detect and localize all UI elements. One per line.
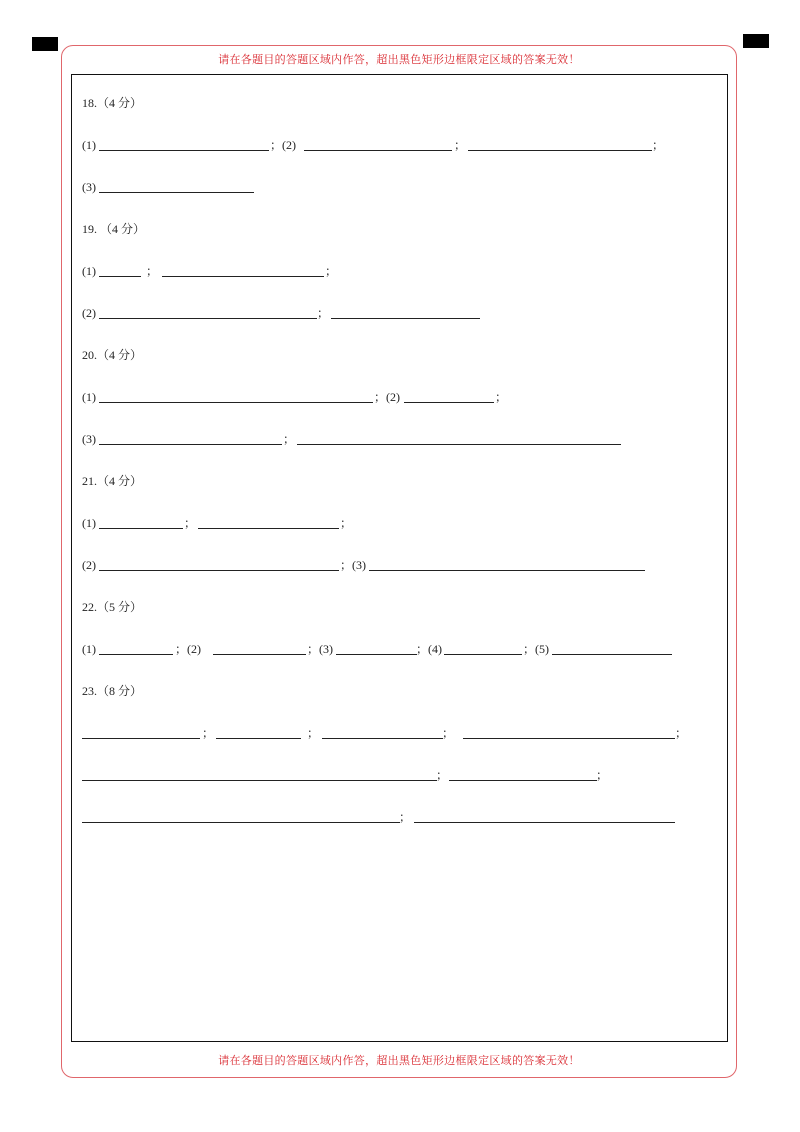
answer-blank[interactable]: [99, 570, 339, 571]
answer-label: ；(5): [523, 642, 549, 656]
answer-blank[interactable]: [213, 654, 306, 655]
answer-label: ；: [283, 432, 296, 446]
answer-label: ；: [442, 726, 455, 740]
question-20-title: 20.（4 分）: [82, 348, 143, 362]
answer-blank[interactable]: [99, 654, 173, 655]
answer-blank[interactable]: [99, 402, 373, 403]
answer-blank[interactable]: [322, 738, 443, 739]
answer-label: ；: [495, 390, 508, 404]
answer-label: ；: [652, 138, 665, 152]
answer-area-frame: [71, 74, 728, 1042]
answer-label: (3): [82, 180, 96, 194]
answer-label: ；: [307, 726, 320, 740]
answer-blank[interactable]: [304, 150, 452, 151]
answer-blank[interactable]: [82, 822, 400, 823]
answer-blank[interactable]: [99, 318, 317, 319]
answer-label: ；: [340, 516, 353, 530]
answer-blank[interactable]: [404, 402, 494, 403]
answer-label: ；: [184, 516, 197, 530]
bottom-notice: 请在各题目的答题区域内作答，超出黑色矩形边框限定区域的答案无效！: [218, 1055, 580, 1067]
answer-blank[interactable]: [369, 570, 645, 571]
answer-label: (1): [82, 138, 96, 152]
answer-blank[interactable]: [99, 444, 282, 445]
answer-blank[interactable]: [297, 444, 621, 445]
question-21-title: 21.（4 分）: [82, 474, 143, 488]
answer-blank[interactable]: [449, 780, 597, 781]
answer-label: ；: [325, 264, 338, 278]
answer-label: ；: [596, 768, 609, 782]
answer-label: ；: [454, 138, 467, 152]
question-23-title: 23.（8 分）: [82, 684, 143, 698]
answer-blank[interactable]: [468, 150, 652, 151]
answer-blank[interactable]: [198, 528, 339, 529]
question-22-title: 22.（5 分）: [82, 600, 143, 614]
top-notice: 请在各题目的答题区域内作答，超出黑色矩形边框限定区域的答案无效！: [218, 54, 580, 66]
answer-blank[interactable]: [336, 654, 417, 655]
answer-blank[interactable]: [463, 738, 675, 739]
answer-label: ；: [317, 306, 330, 320]
answer-label: ；(2): [270, 138, 296, 152]
answer-label: ；(3): [307, 642, 333, 656]
answer-label: ；(2): [175, 642, 201, 656]
answer-label: ；(3): [340, 558, 366, 572]
answer-label: ；: [146, 264, 159, 278]
answer-label: ；: [202, 726, 215, 740]
answer-label: (3): [82, 432, 96, 446]
answer-label: (1): [82, 390, 96, 404]
answer-label: ；: [436, 768, 449, 782]
answer-blank[interactable]: [162, 276, 324, 277]
answer-blank[interactable]: [444, 654, 522, 655]
registration-marker-right: [743, 34, 769, 48]
answer-label: (2): [82, 306, 96, 320]
answer-label: ；: [399, 810, 412, 824]
answer-label: ；(2): [374, 390, 400, 404]
answer-blank[interactable]: [99, 528, 183, 529]
answer-label: ；(4): [416, 642, 442, 656]
answer-label: (2): [82, 558, 96, 572]
answer-blank[interactable]: [216, 738, 301, 739]
answer-blank[interactable]: [82, 780, 437, 781]
answer-blank[interactable]: [331, 318, 480, 319]
registration-marker-left: [32, 37, 58, 51]
answer-blank[interactable]: [414, 822, 675, 823]
answer-label: (1): [82, 264, 96, 278]
answer-blank[interactable]: [99, 192, 254, 193]
answer-label: ；: [675, 726, 688, 740]
answer-blank[interactable]: [82, 738, 200, 739]
answer-blank[interactable]: [552, 654, 672, 655]
question-19-title: 19. （4 分）: [82, 222, 146, 236]
answer-blank[interactable]: [99, 150, 269, 151]
question-18-title: 18.（4 分）: [82, 96, 143, 110]
answer-label: (1): [82, 516, 96, 530]
answer-label: (1): [82, 642, 96, 656]
answer-blank[interactable]: [99, 276, 141, 277]
